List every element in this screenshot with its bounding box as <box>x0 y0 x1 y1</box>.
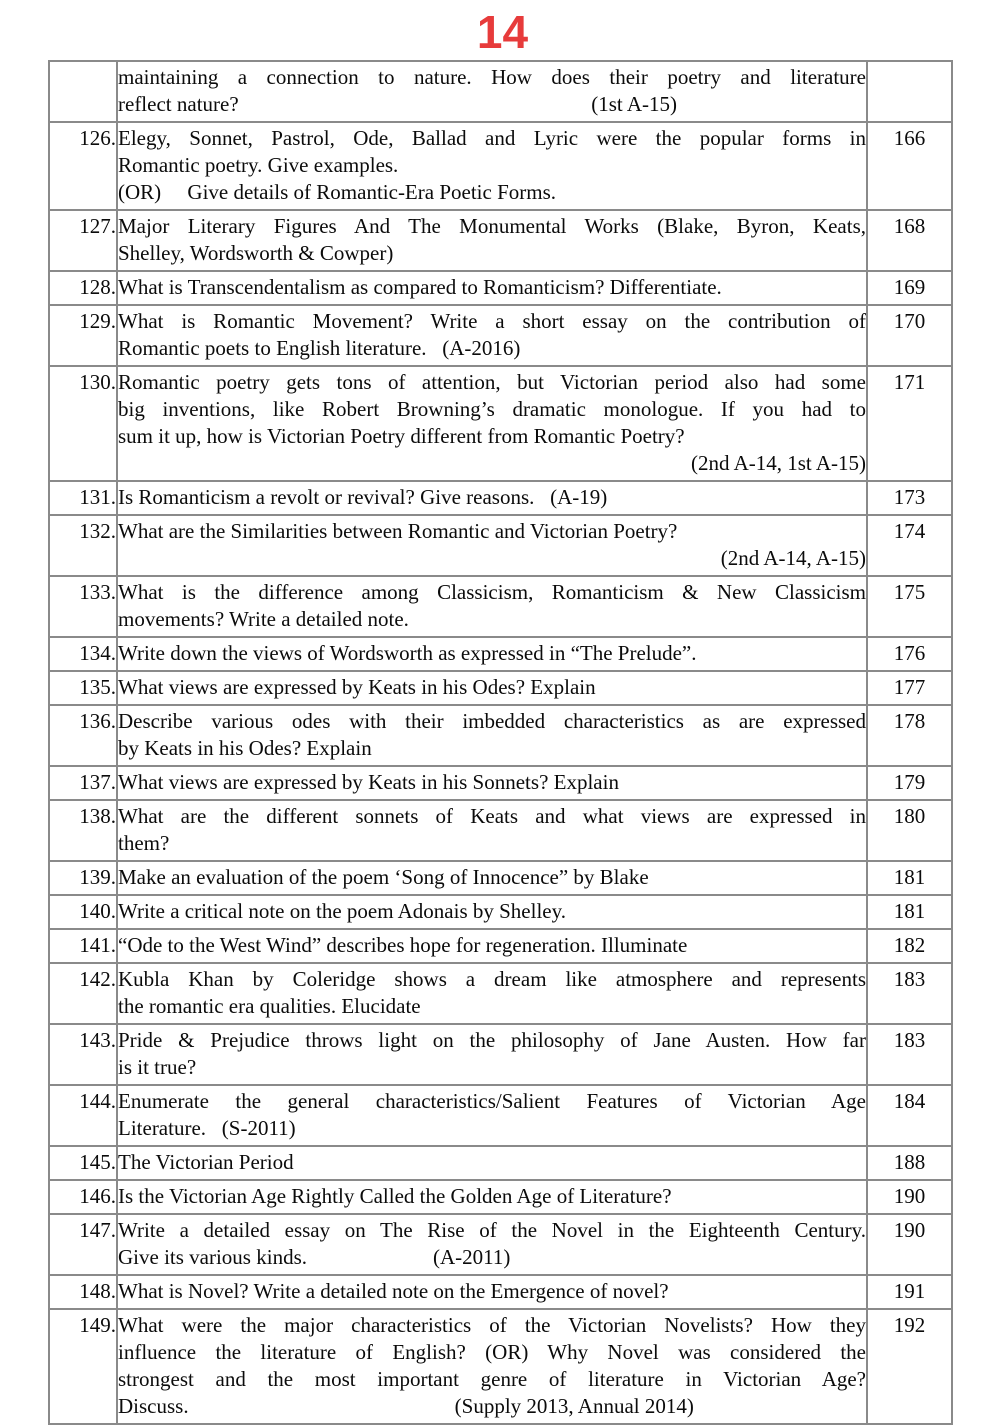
page-ref-cell: 170 <box>867 305 952 366</box>
question-line <box>118 1393 866 1420</box>
question-text-cell <box>117 210 867 271</box>
question-line: Kubla Khan by Coleridge shows a dream like atmosphere and represents <box>118 967 866 991</box>
table-row <box>49 861 952 895</box>
question-text-cell <box>117 861 867 895</box>
question-number-cell: 131. <box>49 481 117 515</box>
toc-table-body <box>49 61 952 1424</box>
question-number-cell: 133. <box>49 576 117 637</box>
question-number-cell: 142. <box>49 963 117 1024</box>
table-row <box>49 671 952 705</box>
question-line: the romantic era qualities. Elucidate <box>118 994 421 1018</box>
question-line: Write a detailed essay on The Rise of the Novel in the Eighteenth Century. <box>118 1218 866 1242</box>
page-ref-cell: 183 <box>867 1024 952 1085</box>
page-ref-cell: 168 <box>867 210 952 271</box>
table-row <box>49 1146 952 1180</box>
question-line: Is Romanticism a revolt or revival? Give reasons. (A-19) <box>118 485 608 509</box>
page-ref-cell: 169 <box>867 271 952 305</box>
question-line: Write a critical note on the poem Adonais by Shelley. <box>118 899 567 923</box>
question-number-cell: 129. <box>49 305 117 366</box>
question-line-text: Discuss. <box>118 1394 189 1418</box>
page-ref-cell: 191 <box>867 1275 952 1309</box>
question-line: Major Literary Figures And The Monumental Works (Blake, Byron, Keats, <box>118 214 866 238</box>
question-line: What is the difference among Classicism, Romanticism & New Classicism <box>118 580 866 604</box>
table-row <box>49 766 952 800</box>
question-text-cell <box>117 1275 867 1309</box>
page-ref-cell: 190 <box>867 1180 952 1214</box>
question-line: Is the Victorian Age Rightly Called the Golden Age of Literature? <box>118 1184 672 1208</box>
question-line: is it true? <box>118 1055 197 1079</box>
question-text-cell <box>117 1146 867 1180</box>
page-ref-cell: 182 <box>867 929 952 963</box>
question-number-cell: 141. <box>49 929 117 963</box>
table-row <box>49 305 952 366</box>
question-line: What are the different sonnets of Keats and what views are expressed in <box>118 804 866 828</box>
page-ref-cell: 190 <box>867 1214 952 1275</box>
page-ref-cell: 188 <box>867 1146 952 1180</box>
question-text-cell <box>117 895 867 929</box>
question-text-cell <box>117 481 867 515</box>
question-line: (2nd A-14, 1st A-15) <box>691 451 866 475</box>
question-line: Elegy, Sonnet, Pastrol, Ode, Ballad and Lyric were the popular forms in <box>118 126 866 150</box>
page-ref-cell: 183 <box>867 963 952 1024</box>
question-line: What are the Similarities between Romantic and Victorian Poetry? <box>118 519 678 543</box>
question-text-cell <box>117 637 867 671</box>
page-ref-cell: 179 <box>867 766 952 800</box>
question-number-cell: 140. <box>49 895 117 929</box>
page-ref-cell: 184 <box>867 1085 952 1146</box>
page-ref-cell: 176 <box>867 637 952 671</box>
question-line: maintaining a connection to nature. How does their poetry and literature <box>118 65 866 89</box>
page-ref-cell: 181 <box>867 895 952 929</box>
question-text-cell <box>117 515 867 576</box>
question-text-cell <box>117 1180 867 1214</box>
question-text-cell <box>117 122 867 210</box>
question-number-cell: 138. <box>49 800 117 861</box>
table-row <box>49 210 952 271</box>
table-row <box>49 1085 952 1146</box>
page-ref-cell: 173 <box>867 481 952 515</box>
question-number-cell: 149. <box>49 1309 117 1424</box>
question-text-cell <box>117 61 867 122</box>
page-ref-cell: 181 <box>867 861 952 895</box>
table-row <box>49 800 952 861</box>
question-text-cell <box>117 766 867 800</box>
page-ref-cell <box>867 61 952 122</box>
question-line-text: reflect nature? <box>118 92 239 116</box>
table-row <box>49 637 952 671</box>
question-number-cell: 147. <box>49 1214 117 1275</box>
question-text-cell <box>117 929 867 963</box>
question-text-cell <box>117 1024 867 1085</box>
question-line: strongest and the most important genre of literature in Victorian Age? <box>118 1367 866 1391</box>
question-line: What views are expressed by Keats in his Sonnets? Explain <box>118 770 619 794</box>
question-text-cell <box>117 576 867 637</box>
question-line <box>118 91 866 118</box>
page-ref-cell: 178 <box>867 705 952 766</box>
page-ref-cell: 180 <box>867 800 952 861</box>
question-number-cell: 148. <box>49 1275 117 1309</box>
exam-reference: (Supply 2013, Annual 2014) <box>454 1394 694 1418</box>
question-line: by Keats in his Odes? Explain <box>118 736 372 760</box>
exam-reference: (1st A-15) <box>591 92 677 116</box>
question-line: Literature. (S-2011) <box>118 1116 296 1140</box>
question-line: Romantic poetry. Give examples. <box>118 153 399 177</box>
table-row <box>49 122 952 210</box>
question-line: The Victorian Period <box>118 1150 294 1174</box>
table-row <box>49 271 952 305</box>
page-ref-cell: 175 <box>867 576 952 637</box>
table-row <box>49 1180 952 1214</box>
table-row <box>49 1309 952 1424</box>
table-row <box>49 481 952 515</box>
page-ref-cell: 171 <box>867 366 952 481</box>
question-text-cell <box>117 271 867 305</box>
question-number-cell: 126. <box>49 122 117 210</box>
question-text-cell <box>117 705 867 766</box>
table-row <box>49 515 952 576</box>
question-number-cell: 146. <box>49 1180 117 1214</box>
question-number-cell: 134. <box>49 637 117 671</box>
question-number-cell <box>49 61 117 122</box>
question-line: Romantic poets to English literature. (A-2016) <box>118 336 521 360</box>
table-row <box>49 895 952 929</box>
question-text-cell <box>117 305 867 366</box>
question-line: them? <box>118 831 170 855</box>
question-line: Romantic poetry gets tons of attention, but Victorian period also had some <box>118 370 866 394</box>
question-text-cell <box>117 671 867 705</box>
page-ref-cell: 166 <box>867 122 952 210</box>
question-line: Write down the views of Wordsworth as expressed in “The Prelude”. <box>118 641 697 665</box>
table-row <box>49 1214 952 1275</box>
question-number-cell: 144. <box>49 1085 117 1146</box>
questions-table <box>48 60 953 1425</box>
table-row <box>49 366 952 481</box>
table-row <box>49 963 952 1024</box>
question-number-cell: 132. <box>49 515 117 576</box>
question-line: (OR) Give details of Romantic-Era Poetic Forms. <box>118 180 556 204</box>
page-ref-cell: 192 <box>867 1309 952 1424</box>
table-row <box>49 1024 952 1085</box>
page-ref-cell: 177 <box>867 671 952 705</box>
document-sheet <box>0 6 1005 1418</box>
table-row <box>49 1275 952 1309</box>
question-text-cell <box>117 1085 867 1146</box>
question-line: What were the major characteristics of the Victorian Novelists? How they <box>118 1313 866 1337</box>
question-line: What views are expressed by Keats in his Odes? Explain <box>118 675 596 699</box>
table-row <box>49 929 952 963</box>
question-line: Shelley, Wordsworth & Cowper) <box>118 241 394 265</box>
question-line: What is Romantic Movement? Write a short essay on the contribution of <box>118 309 866 333</box>
question-line: Give its various kinds. (A-2011) <box>118 1245 511 1269</box>
question-number-cell: 145. <box>49 1146 117 1180</box>
question-text-cell <box>117 800 867 861</box>
question-text-cell <box>117 366 867 481</box>
question-line: movements? Write a detailed note. <box>118 607 409 631</box>
question-number-cell: 130. <box>49 366 117 481</box>
question-line: influence the literature of English? (OR) Why Novel was considered the <box>118 1340 866 1364</box>
question-line: Make an evaluation of the poem ‘Song of Innocence” by Blake <box>118 865 649 889</box>
question-number-cell: 139. <box>49 861 117 895</box>
question-text-cell <box>117 1214 867 1275</box>
question-text-cell <box>117 963 867 1024</box>
question-line: What is Novel? Write a detailed note on the Emergence of novel? <box>118 1279 669 1303</box>
question-number-cell: 143. <box>49 1024 117 1085</box>
question-line: sum it up, how is Victorian Poetry different from Romantic Poetry? <box>118 424 685 448</box>
question-text-cell <box>117 1309 867 1424</box>
table-row <box>49 61 952 122</box>
question-line: “Ode to the West Wind” describes hope for regeneration. Illuminate <box>118 933 688 957</box>
question-line: Pride & Prejudice throws light on the philosophy of Jane Austen. How far <box>118 1028 866 1052</box>
question-number-cell: 136. <box>49 705 117 766</box>
question-number-cell: 128. <box>49 271 117 305</box>
question-line: What is Transcendentalism as compared to Romanticism? Differentiate. <box>118 275 722 299</box>
table-row <box>49 576 952 637</box>
question-line: big inventions, like Robert Browning’s dramatic monologue. If you had to <box>118 397 866 421</box>
page-ref-cell: 174 <box>867 515 952 576</box>
question-line: Describe various odes with their imbedded characteristics as are expressed <box>118 709 866 733</box>
question-number-cell: 135. <box>49 671 117 705</box>
page-number: 14 <box>476 6 529 58</box>
table-row <box>49 705 952 766</box>
question-number-cell: 137. <box>49 766 117 800</box>
question-number-cell: 127. <box>49 210 117 271</box>
question-line: Enumerate the general characteristics/Salient Features of Victorian Age <box>118 1089 866 1113</box>
question-line: (2nd A-14, A-15) <box>720 546 866 570</box>
